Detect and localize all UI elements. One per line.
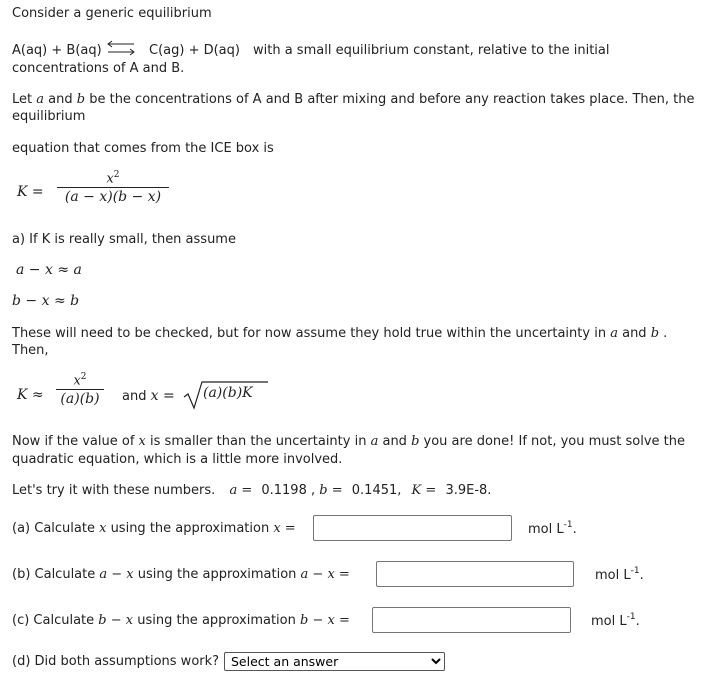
qb-unit-exp: -1 [630, 566, 640, 576]
question-c-label [12, 613, 350, 628]
para4-line2: quadratic equation, which is a little more involved. [12, 452, 343, 467]
qc-eq: b − x = [300, 613, 350, 628]
numbers-k-sym: K = [411, 483, 437, 498]
para3-text1: These will need to be checked, but for now assume they hold true within the uncertainty in [12, 326, 611, 341]
eq1-lhs: K = [17, 184, 44, 200]
eq2-and [122, 388, 175, 404]
var-a: a [36, 92, 45, 107]
eq2-num: x [73, 373, 81, 389]
qb-unit [595, 566, 644, 583]
qa-unit-end: . [572, 522, 577, 537]
qa-unit-text: mol L [528, 522, 564, 537]
qc-sym: b − x [98, 613, 134, 628]
question-b-label [12, 567, 350, 582]
intro-trail: with a small equilibrium constant, relative to the initial [253, 43, 610, 58]
numbers-a-sym: a = [229, 483, 253, 498]
para3-line1 [12, 326, 667, 341]
reaction-reactants: A(aq) + B(aq) [12, 43, 102, 58]
eq1-num: x [106, 171, 114, 187]
numbers-sep: , [311, 483, 316, 498]
qc-unit [591, 612, 640, 629]
qb-eq: a − x = [300, 567, 350, 582]
numbers-k-val: 3.9E-8. [445, 483, 492, 498]
qa-label-text: (a) Calculate [12, 521, 100, 536]
para1-line2: equilibrium [12, 109, 86, 124]
para2: equation that comes from the ICE box is [12, 141, 274, 156]
var-x: x [138, 434, 146, 449]
eq2-fraction [56, 372, 104, 407]
numbers-a-val: 0.1198 [261, 483, 307, 498]
answer-b-input[interactable] [376, 561, 574, 587]
intro-line2: concentrations of A and B. [12, 61, 185, 76]
numbers-b-val: 0.1451, [351, 483, 402, 498]
para4-text3: and [378, 434, 412, 449]
qa-unit [528, 520, 577, 537]
var-a: a [610, 326, 618, 341]
para4-text2: is smaller than the uncertainty in [145, 434, 371, 449]
eq2-sqrt-body: (a)(b)K [203, 385, 253, 401]
question-a-label [12, 521, 296, 536]
eq2-x-eq: x = [150, 388, 175, 404]
para4-text4: you are done! If not, you must solve the [419, 434, 686, 449]
qa-sym: x [99, 521, 107, 536]
qb-unit-end: . [639, 568, 644, 583]
approx-a: a − x ≈ a [16, 262, 82, 278]
para3-text3: . [659, 326, 668, 341]
qc-unit-text: mol L [591, 614, 627, 629]
eq2-den: (a)(b) [60, 391, 100, 408]
para4-line1 [12, 434, 685, 449]
qc-unit-end: . [635, 614, 640, 629]
approx-b: b − x ≈ b [12, 293, 80, 309]
para4-text1: Now if the value of [12, 434, 139, 449]
var-b: b [411, 434, 420, 449]
para3-text2: and [617, 326, 651, 341]
para3-line2: Then, [12, 343, 49, 358]
var-a: a [370, 434, 379, 449]
reaction-products: C(ag) + D(aq) [149, 43, 240, 58]
qb-label-text: (b) Calculate [12, 567, 100, 582]
part-a-intro: a) If K is really small, then assume [12, 232, 236, 247]
qb-unit-text: mol L [595, 568, 631, 583]
equilibrium-arrows-icon [106, 40, 136, 56]
eq1-num-exp: 2 [113, 170, 120, 180]
para1-text1: Let [12, 92, 37, 107]
eq2-num-exp: 2 [80, 372, 87, 382]
eq1-fraction [57, 170, 169, 205]
qc-label-text: (c) Calculate [12, 613, 99, 628]
qc-mid: using the approximation [133, 613, 300, 628]
answer-c-input[interactable] [372, 607, 571, 633]
assumptions-select[interactable] [224, 652, 445, 671]
qc-unit-exp: -1 [626, 612, 636, 622]
qa-unit-exp: -1 [563, 520, 573, 530]
qb-sym: a − x [99, 567, 134, 582]
qa-eq: x = [273, 521, 296, 536]
qa-mid: using the approximation [106, 521, 274, 536]
para1-text2: and [44, 92, 77, 107]
intro-title: Consider a generic equilibrium [12, 6, 212, 21]
para1-line1 [12, 92, 695, 107]
qb-mid: using the approximation [133, 567, 301, 582]
eq2-lhs: K ≈ [17, 387, 44, 403]
numbers-b-sym: b = [319, 483, 343, 498]
numbers-line [12, 483, 491, 498]
eq2-and-text: and [122, 389, 151, 404]
var-b: b [650, 326, 660, 341]
eq1-den: (a − x)(b − x) [64, 189, 162, 206]
para1-text3: be the concentrations of A and B after mixing and before any reaction takes place. Then, the [85, 92, 695, 107]
answer-a-input[interactable] [313, 515, 512, 541]
numbers-lead: Let's try it with these numbers. [12, 483, 216, 498]
var-b: b [76, 92, 86, 107]
question-d-label: (d) Did both assumptions work? [12, 654, 220, 669]
